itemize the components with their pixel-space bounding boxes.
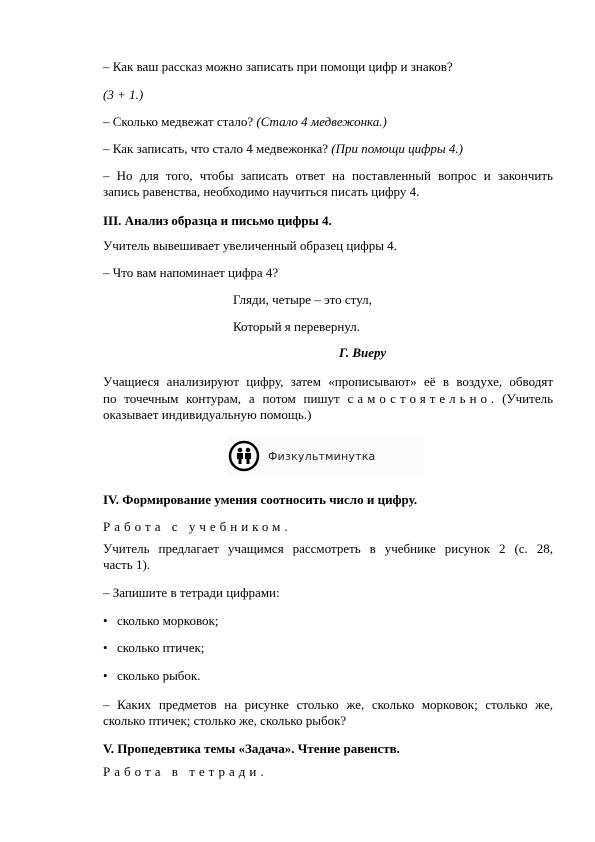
list-item-text: сколько рыбок. <box>117 668 201 683</box>
physical-minute-banner <box>228 437 424 475</box>
two-people-icon <box>228 440 260 472</box>
question-line: сколько птичек; столько же, сколько рыбок? <box>103 713 347 728</box>
question-line: – Что вам напоминает цифра 4? <box>103 265 279 280</box>
paragraph-line <box>103 391 553 407</box>
answer-italic: (Стало 4 медвежонка.) <box>256 114 387 129</box>
answer-line <box>103 87 553 103</box>
poem-author: Г. Виеру <box>339 345 387 360</box>
banner-label: Физкультминутка <box>268 449 376 463</box>
paragraph-line: часть 1). <box>103 557 151 572</box>
list-item <box>103 668 553 684</box>
paragraph-line: запись равенства, необходимо научиться писать цифру 4. <box>103 184 420 199</box>
bullet-icon: • <box>103 640 108 655</box>
bullet-icon: • <box>103 613 108 628</box>
question-line: – Как ваш рассказ можно записать при помощи цифр и знаков? <box>103 59 453 74</box>
question-line <box>103 114 553 130</box>
question-text: – Сколько медвежат стало? <box>103 114 257 129</box>
section-heading: III. Анализ образца и письмо цифры 4. <box>103 213 332 228</box>
list-item <box>103 640 553 656</box>
section-heading: IV. Формирование умения соотносить число и цифру. <box>103 492 418 507</box>
question-line <box>103 141 553 157</box>
paragraph-line: Учитель предлагает учащимся рассмотреть в учебнике рисунок 2 (с. 28, <box>103 541 553 556</box>
question-line: – Запишите в тетради цифрами: <box>103 585 280 600</box>
question-text: – Как записать, что стало 4 медвежонка? <box>103 141 332 156</box>
paragraph-text: по точечным контурам, а потом пишут <box>103 391 348 406</box>
poem-line: Который я перевернул. <box>233 319 360 334</box>
bullet-icon: • <box>103 668 108 683</box>
list-item-text: сколько морковок; <box>117 613 219 628</box>
spaced-word: самостоятельно <box>347 391 492 406</box>
question-line: – Каких предметов на рисунке столько же, сколько морковок; столько же, <box>103 697 553 712</box>
poem-line: Гляди, четыре – это стул, <box>233 292 372 307</box>
answer-italic: (3 + 1.) <box>103 87 144 102</box>
answer-italic: (При помощи цифры 4.) <box>331 141 463 156</box>
paragraph-line: оказывает индивидуальную помощь.) <box>103 407 312 422</box>
work-label: Работа в тетради. <box>103 764 268 779</box>
work-label: Работа с учебником. <box>103 519 292 534</box>
paragraph-line: – Но для того, чтобы записать ответ на поставленный вопрос и закончить <box>103 168 553 183</box>
list-item <box>103 613 553 629</box>
paragraph-text: . (Учитель <box>491 391 554 406</box>
list-item-text: сколько птичек; <box>117 640 205 655</box>
paragraph-line: Учитель вывешивает увеличенный образец цифры 4. <box>103 238 397 253</box>
section-heading: V. Пропедевтика темы «Задача». Чтение равенств. <box>103 741 400 756</box>
paragraph-line: Учащиеся анализируют цифру, затем «прописывают» её в воздухе, обводят <box>103 374 553 389</box>
